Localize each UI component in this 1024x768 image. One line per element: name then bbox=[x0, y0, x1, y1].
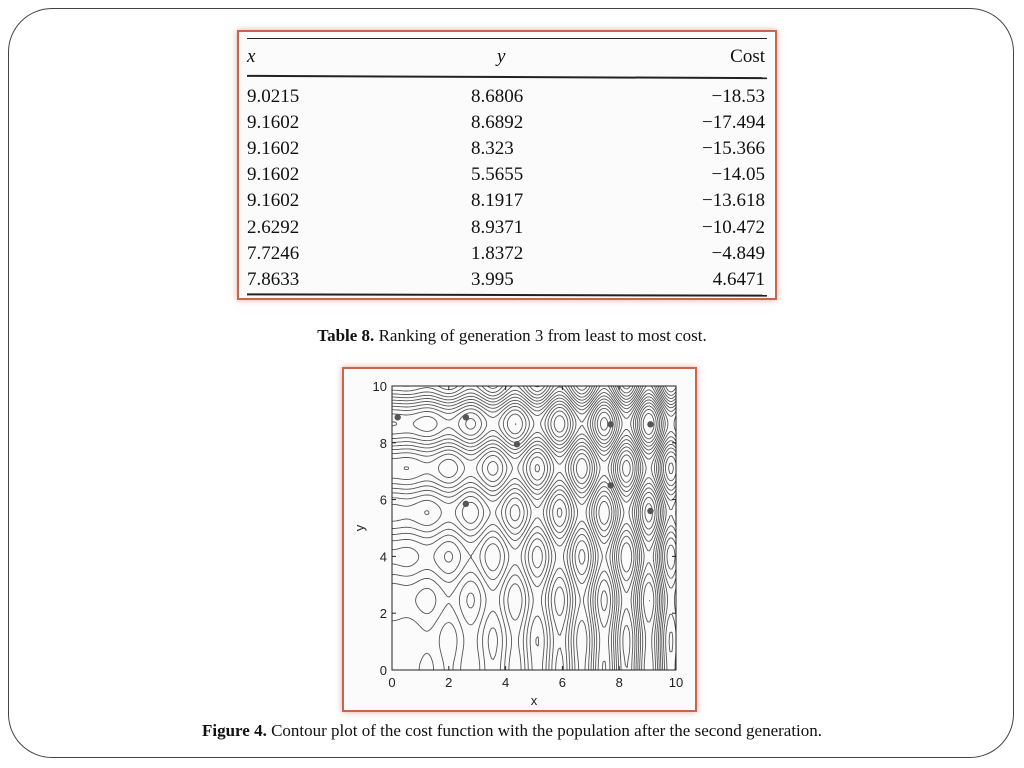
table-caption-label: Table 8. bbox=[317, 326, 375, 345]
x-axis-title: x bbox=[530, 693, 538, 708]
figure-caption-text: Contour plot of the cost function with the population after the second generation. bbox=[271, 721, 823, 740]
table-cell-x: 7.8633 bbox=[247, 268, 300, 290]
header-x: x bbox=[247, 46, 256, 67]
table-cell-y: 3.995 bbox=[471, 268, 514, 290]
y-tick-label: 2 bbox=[379, 606, 387, 622]
table-caption-text: Ranking of generation 3 from least to most cost. bbox=[378, 326, 707, 345]
population-point bbox=[394, 414, 400, 420]
contour-plot bbox=[342, 367, 697, 712]
table-cell-cost: −18.53 bbox=[711, 86, 765, 107]
x-tick-label: 10 bbox=[668, 675, 684, 690]
table-cell-cost: −4.849 bbox=[711, 242, 765, 264]
figure-caption bbox=[0, 721, 1024, 741]
table-cell-cost: 4.6471 bbox=[712, 268, 765, 290]
y-tick-label: 6 bbox=[379, 492, 387, 508]
table-cell-x: 2.6292 bbox=[247, 216, 300, 238]
table-cell-y: 5.5655 bbox=[471, 164, 524, 186]
header-y: y bbox=[497, 46, 506, 67]
population-point bbox=[647, 421, 653, 427]
table-cell-x: 9.1602 bbox=[247, 164, 300, 186]
y-tick-label: 10 bbox=[372, 379, 387, 394]
contour-path bbox=[392, 386, 676, 670]
table-caption bbox=[0, 326, 1024, 346]
population-point bbox=[607, 482, 613, 488]
population-point bbox=[463, 501, 469, 507]
table-cell-x: 7.7246 bbox=[247, 242, 300, 264]
table-top-rule bbox=[247, 38, 767, 39]
table-cell-cost: −10.472 bbox=[702, 216, 765, 238]
x-tick-label: 6 bbox=[558, 675, 567, 690]
table-header-rule bbox=[247, 75, 767, 79]
y-tick-label: 8 bbox=[379, 435, 387, 451]
table-cell-cost: −15.366 bbox=[702, 138, 765, 160]
ranking-table bbox=[237, 30, 777, 300]
contour-lines bbox=[392, 386, 676, 670]
population-point bbox=[607, 421, 613, 427]
table-cell-y: 8.323 bbox=[471, 138, 514, 160]
x-tick-label: 4 bbox=[501, 675, 510, 690]
population-point bbox=[514, 441, 520, 447]
table-cell-y: 8.1917 bbox=[471, 190, 524, 212]
table-cell-y: 1.8372 bbox=[471, 242, 524, 264]
y-tick-label: 4 bbox=[379, 549, 387, 565]
table-cell-y: 8.6806 bbox=[471, 86, 524, 107]
population-point bbox=[463, 414, 469, 420]
population-point bbox=[647, 508, 653, 514]
table-cell-x: 9.1602 bbox=[247, 190, 300, 212]
x-tick-label: 2 bbox=[445, 675, 453, 690]
table-cell-y: 8.6892 bbox=[471, 112, 524, 134]
table-cell-x: 9.1602 bbox=[247, 112, 300, 134]
table-cell-cost: −17.494 bbox=[702, 112, 765, 134]
figure-caption-label: Figure 4. bbox=[201, 721, 267, 740]
table-cell-cost: −14.05 bbox=[711, 164, 765, 186]
y-tick-label: 0 bbox=[379, 663, 387, 678]
y-axis-title: y bbox=[352, 524, 367, 532]
header-cost: Cost bbox=[730, 46, 765, 67]
table-bottom-rule bbox=[247, 293, 767, 296]
table-cell-cost: −13.618 bbox=[702, 190, 765, 212]
x-tick-label: 0 bbox=[388, 675, 396, 690]
contour-plot-svg bbox=[344, 369, 695, 710]
x-tick-label: 8 bbox=[615, 675, 623, 690]
table-cell-x: 9.0215 bbox=[247, 86, 300, 107]
table-cell-y: 8.9371 bbox=[471, 216, 524, 238]
table-cell-x: 9.1602 bbox=[247, 138, 300, 160]
